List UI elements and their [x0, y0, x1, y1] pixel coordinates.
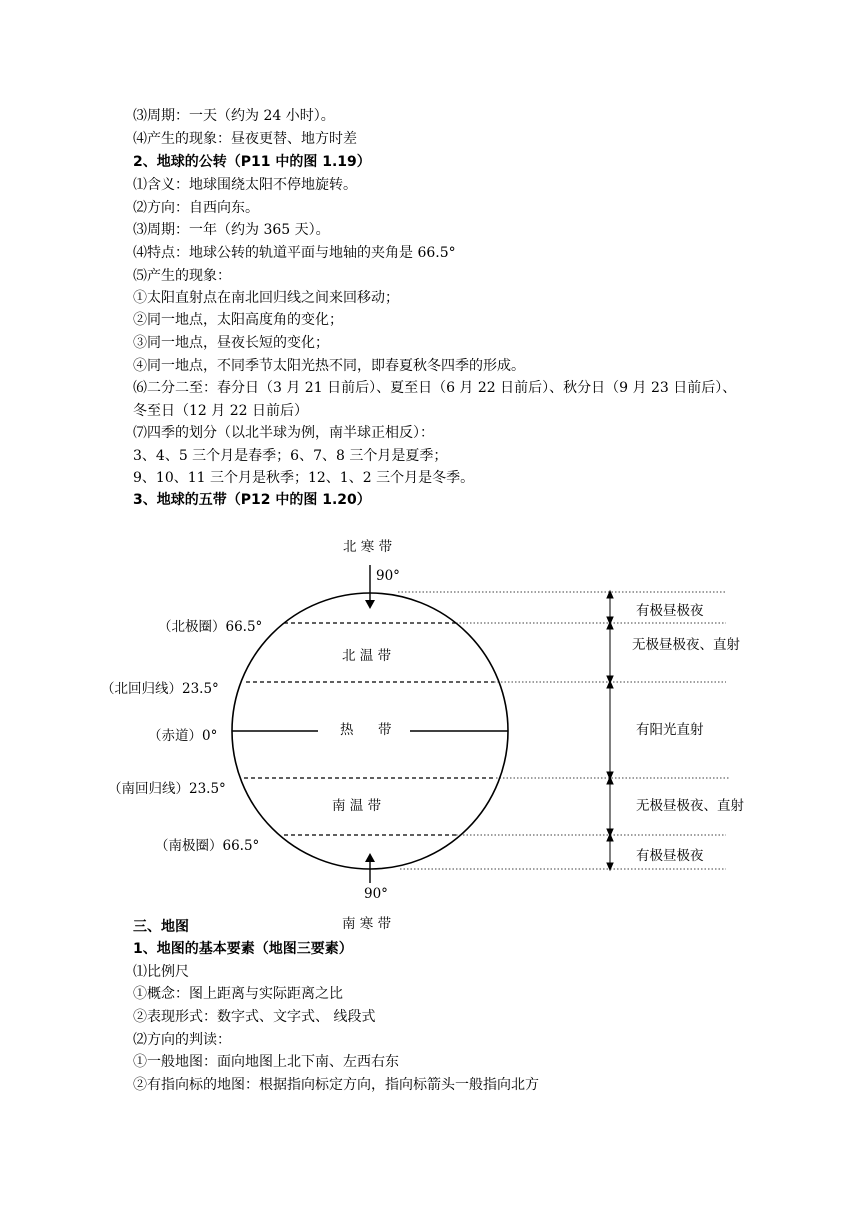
- text-line: ⑵方向的判读：: [133, 1032, 231, 1048]
- text-line: ①一般地图：面向地图上北下南、左西右东: [133, 1054, 399, 1070]
- text-line: ④同一地点，不同季节太阳光热不同，即春夏秋冬四季的形成。: [133, 358, 525, 374]
- zone-note-1: 有极昼极夜: [636, 603, 704, 619]
- text-line: ⑺四季的划分（以北半球为例，南半球正相反）：: [133, 425, 434, 441]
- text-line: ⑸产生的现象：: [133, 268, 231, 284]
- text-line: ②表现形式：数字式、文字式、 线段式: [133, 1009, 376, 1025]
- text-line: ③同一地点，昼夜长短的变化；: [133, 335, 329, 351]
- south-pole-arrow-head: [365, 853, 375, 862]
- north-temperate-zone-label: 北 温 带: [342, 648, 392, 664]
- text-line: ①太阳直射点在南北回归线之间来回移动；: [133, 290, 399, 306]
- tropical-zone-label-left: 热: [340, 722, 354, 738]
- text-line: ⑴含义：地球围绕太阳不停地旋转。: [133, 177, 357, 193]
- section-heading: 三、地图: [133, 919, 189, 935]
- tropic-capricorn-label: （南回归线）23.5°: [108, 781, 226, 797]
- text-line: ⑷特点：地球公转的轨道平面与地轴的夹角是 66.5°: [133, 245, 456, 261]
- zone-note-2: 无极昼极夜、直射: [632, 637, 740, 653]
- zone-note-5: 有极昼极夜: [636, 848, 704, 864]
- north-frigid-zone-label: 北 寒 带: [343, 539, 393, 555]
- text-line: ①概念：图上距离与实际距离之比: [133, 986, 343, 1002]
- text-line: 3、4、5 三个月是春季；6、7、8 三个月是夏季；: [133, 448, 448, 464]
- globe-circle: [232, 593, 508, 869]
- zone-note-4: 无极昼极夜、直射: [636, 798, 744, 814]
- tropical-zone-label-right: 带: [378, 722, 392, 738]
- text-line: ②同一地点，太阳高度角的变化；: [133, 312, 343, 328]
- equator-label: （赤道）0°: [148, 728, 218, 744]
- text-line: ⑶周期：一年（约为 365 天）。: [133, 222, 330, 238]
- zone-note-3: 有阳光直射: [636, 722, 704, 738]
- arctic-circle-label: （北极圈）66.5°: [158, 619, 263, 635]
- text-line: 冬至日（12 月 22 日前后）: [133, 403, 308, 419]
- text-line: ⑹二分二至：春分日（3 月 21 日前后）、夏至日（6 月 22 日前后）、秋分日（9 月 23 日前后）、: [133, 380, 737, 396]
- south-90-label: 90°: [364, 886, 388, 902]
- text-line: 9、10、11 三个月是秋季；12、1、2 三个月是冬季。: [133, 470, 475, 486]
- text-line: ⑵方向：自西向东。: [133, 200, 259, 216]
- text-line: ⑶周期：一天（约为 24 小时）。: [133, 108, 335, 124]
- north-pole-arrow-head: [365, 600, 375, 609]
- text-line: ②有指向标的地图：根据指向标定方向，指向标箭头一般指向北方: [133, 1077, 539, 1093]
- section-heading: 2、地球的公转（P11 中的图 1.19）: [133, 154, 371, 170]
- antarctic-circle-label: （南极圈）66.5°: [155, 838, 260, 854]
- text-line: ⑷产生的现象：昼夜更替、地方时差: [133, 131, 357, 147]
- south-temperate-zone-label: 南 温 带: [332, 798, 382, 814]
- tropic-cancer-label: （北回归线）23.5°: [101, 681, 219, 697]
- south-frigid-zone-label: 南 寒 带: [342, 916, 392, 932]
- section-heading: 1、地图的基本要素（地图三要素）: [133, 941, 353, 957]
- north-90-label: 90°: [376, 568, 400, 584]
- section-heading: 3、地球的五带（P12 中的图 1.20）: [133, 492, 371, 508]
- text-line: ⑴比例尺: [133, 964, 189, 980]
